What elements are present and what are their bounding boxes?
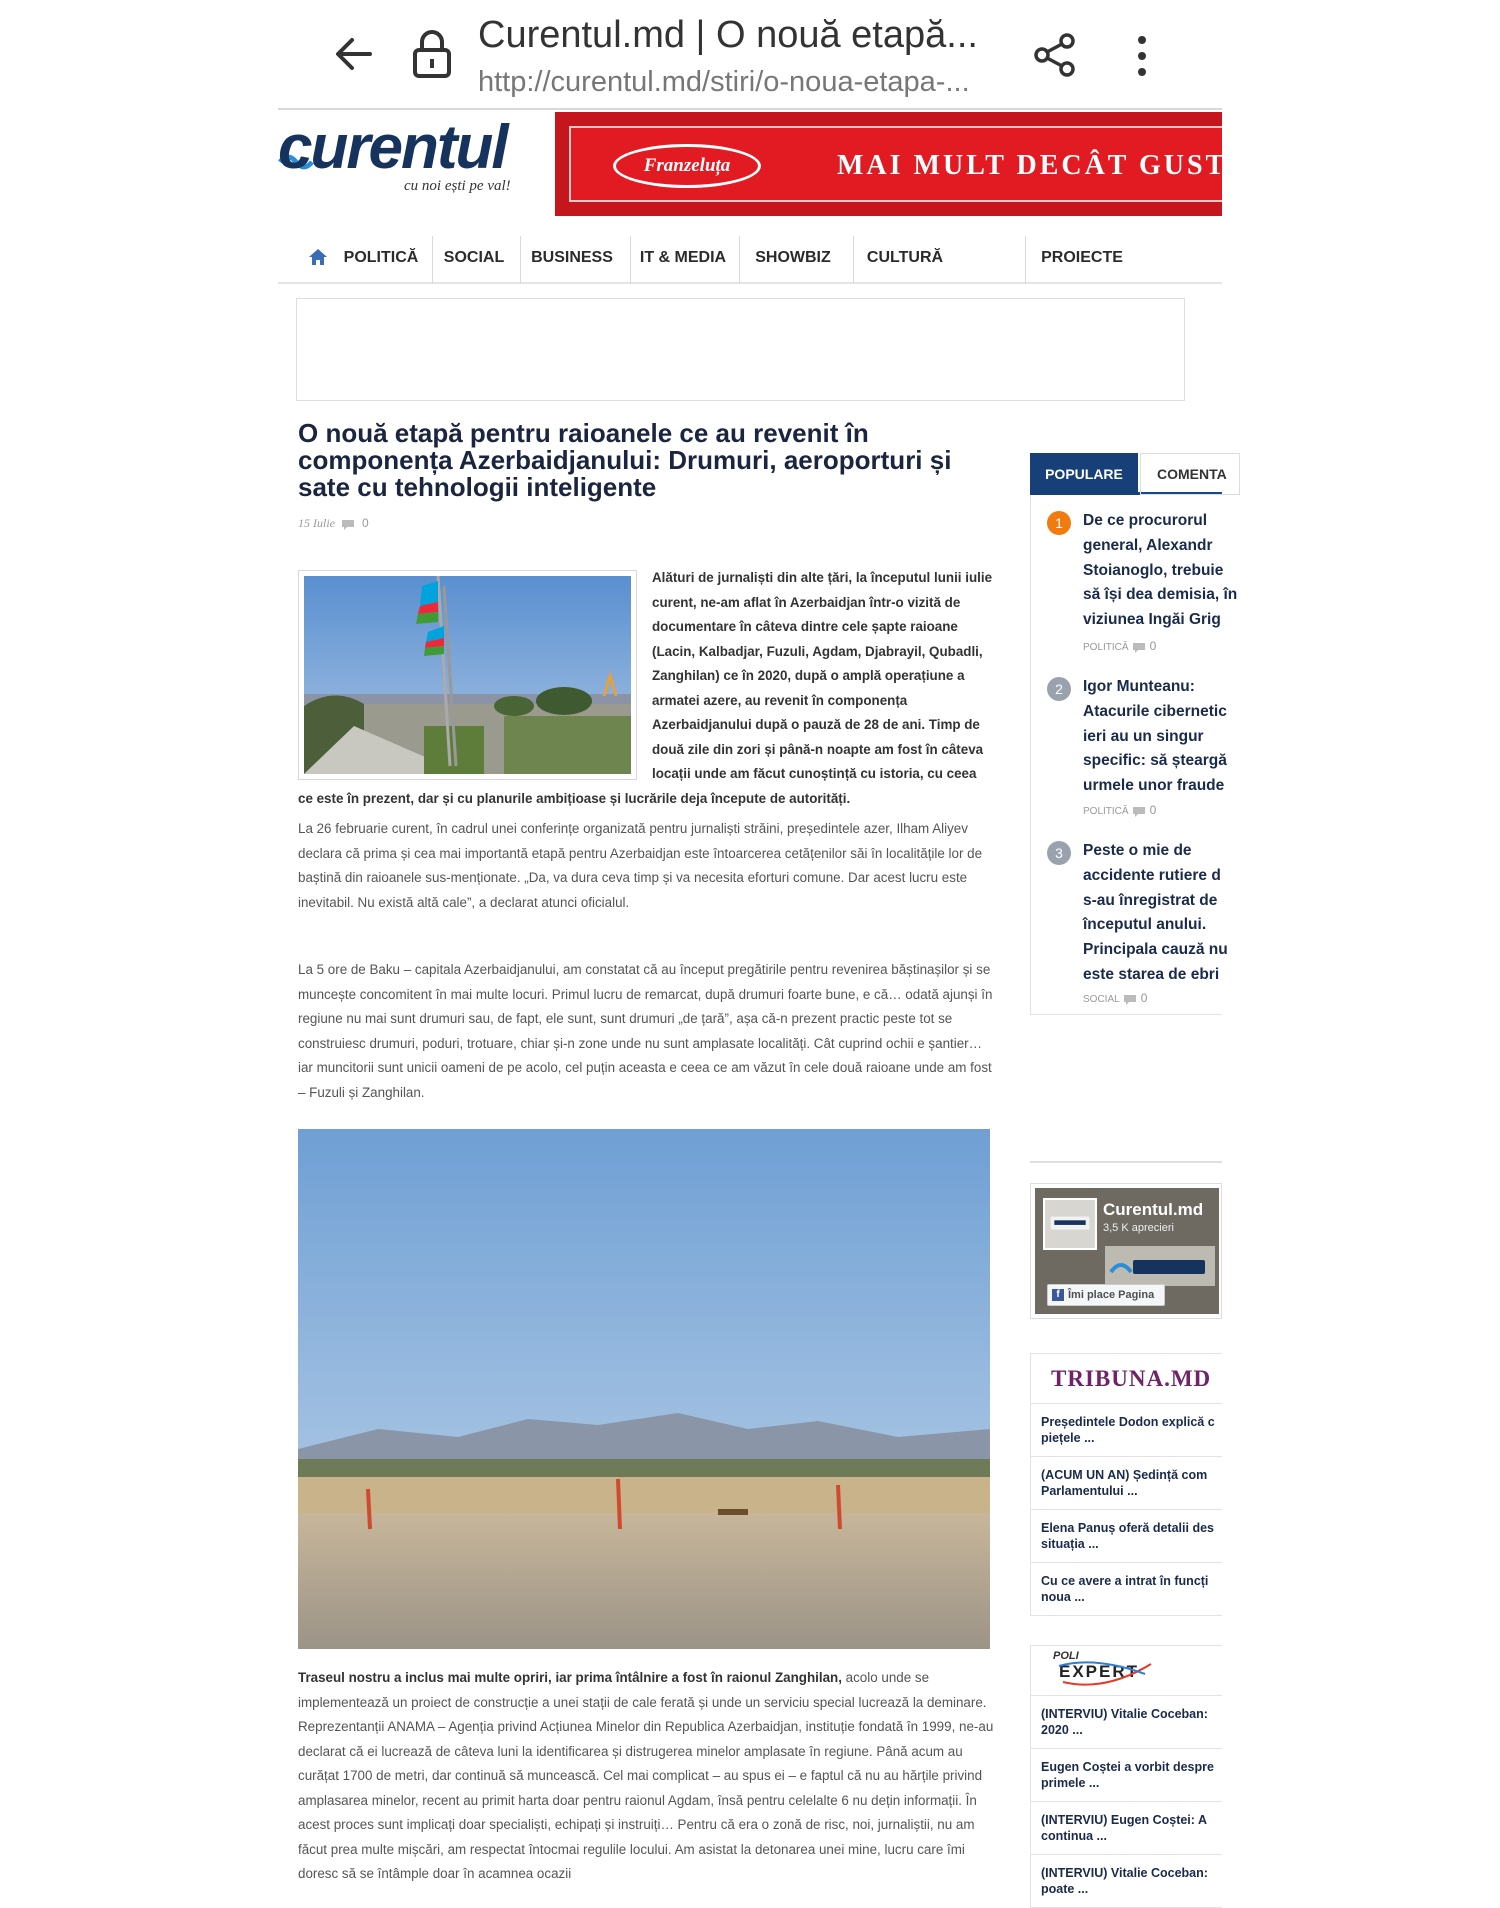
article-paragraph: [298, 1666, 994, 1887]
poliexpert-logo[interactable]: [1031, 1646, 1222, 1696]
share-icon[interactable]: [1032, 32, 1078, 78]
comment-icon: [341, 519, 355, 530]
paragraph-text: acolo unde se implementează un proiect de construcție a unei stații de cale ferată și unde un serviciu special lucrează la deminare. Reprezentanții ANAMA – Agenția privind Acțiunea Minelor din Republica Azerbaidjan, instituție fondată în 1999, ne-au declarat că ei lucrează de câteva luni la identificarea și distrugerea minelor amplasate în regiune. Până acum au curățat 1700 de metri, dar continuă să muncească. Cel mai complicat – au spus ei – e faptul că nu au hărțile privind amplasarea minelor, recent au primit harta doar pentru raionul Agdam, însă pentru celelalte 6 nu dețin informații. În acest proces sunt implicați doar specialiști, echipați și instruiți… Pentru că era o zonă de risc, noi, jurnaliștii, nu am făcut prea multe mișcări, am respectat întocmai regulile locului. Am asistat la detonarea unei mine, lucru care îmi doresc să se întâmple doar în acamnea ocazii: [298, 1670, 994, 1881]
road-photo-image: [298, 1129, 990, 1649]
poliexpert-feed: [1030, 1645, 1222, 1908]
flag-photo-image: [304, 576, 631, 774]
feed-item-title[interactable]: (ACUM UN AN) Ședință com Parlamentului ...: [1041, 1468, 1208, 1498]
feed-item-title[interactable]: (INTERVIU) Vitalie Coceban: poate ...: [1041, 1866, 1208, 1896]
feed-item[interactable]: [1031, 1802, 1222, 1855]
nav-item-politica[interactable]: POLITICĂ: [343, 249, 419, 266]
facebook-cover: [1035, 1188, 1219, 1314]
back-arrow-icon[interactable]: [330, 30, 378, 78]
poliexpert-swoosh-icon: [1055, 1658, 1155, 1688]
article-date: 15 Iulie: [298, 516, 335, 530]
banner-brand: Franzeluța: [613, 144, 761, 188]
more-menu-icon[interactable]: [1134, 34, 1150, 78]
page-title: Curentul.md | O nouă etapă...: [478, 14, 978, 56]
logo-text: curentul: [278, 113, 507, 182]
nav-divider: [739, 236, 740, 284]
cover-sign: [1105, 1246, 1215, 1286]
popular-category: SOCIAL: [1083, 994, 1120, 1005]
road-photo[interactable]: [298, 1129, 990, 1649]
avatar-image: [1045, 1200, 1095, 1248]
article-meta: [298, 516, 369, 531]
article-paragraph: La 26 februarie curent, în cadrul unei conferințe organizată pentru jurnaliști străini, președintele azer, Ilham Aliyev declara că prima și cea mai importantă etapă pentru Azerbaidjan este întoarcerea cetățenilor săi în localitățile lor de baștină din raioanele sus-menționate. „Da, va dura ceva timp și va necesita eforturi comune. Dar acest lucru este inevitabil. Nu există altă cale”, a declarat atunci oficialul.: [298, 821, 983, 910]
poliexpert-logo-main: EXPERT: [1059, 1662, 1140, 1681]
tribuna-feed: [1030, 1353, 1222, 1616]
nav-divider: [1025, 236, 1026, 284]
feed-item[interactable]: [1031, 1404, 1222, 1457]
popular-title[interactable]: Igor Munteanu: Atacurile cibernetic ieri au un singur specific: să șteargă urmele unor fraude: [1083, 678, 1227, 795]
comment-count: 0: [1149, 639, 1157, 653]
divider: [1030, 1161, 1222, 1163]
facebook-page-name[interactable]: Curentul.md: [1103, 1200, 1204, 1219]
nav-divider: [520, 236, 521, 284]
ad-banner[interactable]: [555, 112, 1240, 216]
home-icon[interactable]: [308, 248, 328, 266]
lead-text: Alături de jurnaliști din alte țări, la începutul lunii iulie curent, ne-am aflat în Azerbaidjan într-o vizită de documentare în câteva dintre cele șapte raioane (Lacin, Kalbadjar, Fuzuli, Agdam, Djabrayil, Qubadli, Zanghilan) ce în 2020, după o amplă operațiune a armatei azere, au revenit în componența Azerbaidjanului după o pauză de 28 de ani. Timp de două zile din zori și până-n noapte am fost în câteva locații unde am făcut cunoștință cu istoria, cu ceea ce este în prezent, dar și cu planurile ambițioase și lucrările deja începute de autorități.: [298, 570, 993, 806]
nav-item-it-media[interactable]: IT & MEDIA: [639, 249, 727, 266]
divider: [278, 108, 1222, 110]
nav-item-business[interactable]: BUSINESS: [531, 249, 613, 266]
popular-meta: [1083, 639, 1156, 653]
feed-item-title[interactable]: Cu ce avere a intrat în funcți noua ...: [1041, 1574, 1209, 1604]
feed-item-title[interactable]: Elena Panuș oferă detalii des situația ...: [1041, 1521, 1214, 1551]
tab-populare[interactable]: POPULARE: [1030, 453, 1138, 495]
comment-icon: [1123, 994, 1137, 1005]
popular-category: POLITICĂ: [1083, 806, 1129, 817]
nav-divider: [630, 236, 631, 284]
url-text[interactable]: http://curentul.md/stiri/o-noua-etapa-...: [478, 66, 970, 98]
popular-meta: [1083, 991, 1147, 1005]
comment-count: 0: [1140, 991, 1148, 1005]
comment-icon: [1132, 806, 1146, 817]
feed-item[interactable]: [1031, 1563, 1222, 1616]
comment-icon: [1132, 642, 1146, 653]
paragraph-bold-lead: Traseul nostru a inclus mai multe opriri, iar prima întâlnire a fost în raionul Zanghilan,: [298, 1670, 842, 1685]
rank-badge: 1: [1047, 511, 1071, 535]
popular-list: [1030, 495, 1238, 1015]
feed-item[interactable]: [1031, 1749, 1222, 1802]
banner-slogan: MAI MULT DECÂT GUST!: [837, 150, 1240, 181]
feed-item[interactable]: [1031, 1696, 1222, 1749]
feed-item-title[interactable]: Președintele Dodon explică c piețele ...: [1041, 1415, 1215, 1445]
nav-item-cultura[interactable]: CULTURĂ: [866, 249, 944, 266]
website: [278, 108, 1240, 1896]
popular-title[interactable]: Peste o mie de accidente rutiere d s-au înregistrat de începutul anului. Principala cauză nu este starea de ebri: [1083, 842, 1228, 983]
nav-divider: [853, 236, 854, 284]
tribuna-logo-text: TRIBUNA.MD: [1051, 1366, 1212, 1391]
browser-toolbar: [0, 0, 1500, 108]
popular-category: POLITICĂ: [1083, 642, 1129, 653]
tribuna-logo[interactable]: [1031, 1354, 1222, 1404]
poliexpert-logo-top: POLI: [1053, 1650, 1079, 1662]
banner-panel: [569, 126, 1240, 202]
facebook-avatar: [1043, 1198, 1097, 1250]
facebook-like-button[interactable]: [1047, 1284, 1165, 1306]
feed-item-title[interactable]: Eugen Coștei a vorbit despre primele ...: [1041, 1760, 1214, 1790]
nav-item-proiecte[interactable]: PROIECTE: [1041, 249, 1123, 266]
sidebar-tabs: [1030, 453, 1227, 495]
feed-item[interactable]: [1031, 1457, 1222, 1510]
comment-count: 0: [1149, 803, 1157, 817]
site-logo[interactable]: [278, 112, 528, 222]
popular-meta: [1083, 803, 1156, 817]
feed-item-title[interactable]: (INTERVIU) Eugen Coștei: A continua ...: [1041, 1813, 1207, 1843]
cover-logo-image: [1105, 1246, 1215, 1286]
flag-photo[interactable]: [298, 570, 637, 780]
lock-icon[interactable]: [410, 28, 454, 80]
nav-item-showbiz[interactable]: SHOWBIZ: [755, 249, 831, 266]
comment-count[interactable]: 0: [362, 516, 369, 530]
rank-badge: 2: [1047, 677, 1071, 701]
feed-item[interactable]: [1031, 1510, 1222, 1563]
feed-item[interactable]: [1031, 1855, 1222, 1908]
nav-divider: [432, 236, 433, 284]
facebook-like-label: Îmi place Pagina: [1068, 1289, 1155, 1301]
ad-placeholder: [296, 298, 1185, 401]
nav-item-social[interactable]: SOCIAL: [443, 249, 505, 266]
tab-comentarii[interactable]: COMENTA: [1140, 453, 1240, 495]
article-paragraph: La 5 ore de Baku – capitala Azerbaidjanului, am constatat că au început pregătirile pentru revenirea băștinașilor și se muncește concomitent în mai multe locuri. Primul lucru de remarcat, după drumuri foarte bune, e că… odată ajunși în regiune nu mai sunt drumuri sau, de fapt, ele sunt, sunt drumuri „de țară”, așa că-n prezent practic peste tot se construiesc drumuri, poduri, trotuare, chiar și-n zone unde nu sunt amplasate localități. Cât cuprind ochii e șantier… iar muncitorii sunt unicii oameni de pe acolo, cel puțin aceasta e ceea ce am văzut în cele două raioane unde am fost – Fuzuli și Zanghilan.: [298, 962, 993, 1100]
facebook-widget[interactable]: [1030, 1183, 1222, 1319]
logo-tagline: cu noi ești pe val!: [404, 178, 511, 194]
rank-badge: 3: [1047, 841, 1071, 865]
facebook-icon: f: [1052, 1289, 1064, 1301]
popular-title[interactable]: De ce procurorul general, Alexandr Stoianoglo, trebuie să își dea demisia, în viziunea Ingăi Grig: [1083, 512, 1238, 629]
facebook-likes: 3,5 K aprecieri: [1103, 1222, 1174, 1234]
main-nav: [278, 234, 1222, 284]
feed-item-title[interactable]: (INTERVIU) Vitalie Coceban: 2020 ...: [1041, 1707, 1208, 1737]
article-title: O nouă etapă pentru raioanele ce au revenit în componența Azerbaidjanului: Drumuri, aeroporturi și sate cu tehnologii inteligente: [298, 418, 952, 502]
